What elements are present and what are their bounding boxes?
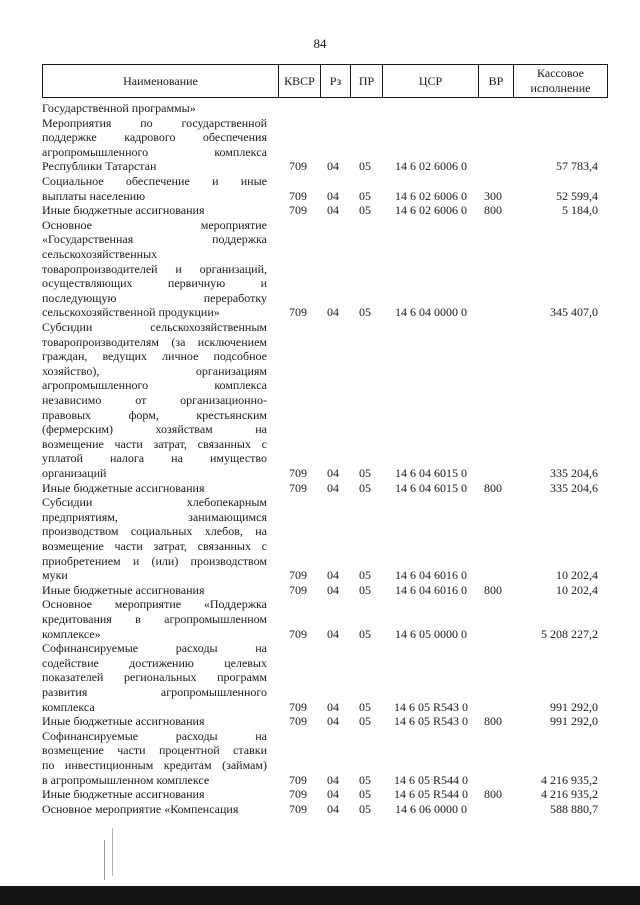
row-name-line: Иные бюджетные ассигнования (42, 203, 205, 218)
row-name (42, 218, 267, 320)
row-pr: 05 (359, 787, 371, 802)
header-kvsr: КВСР (278, 65, 320, 97)
row-csr: 14 6 04 6015 0 (395, 480, 467, 495)
table-row (0, 787, 640, 802)
row-amount: 335 204,6 (550, 466, 598, 480)
row-name-line: приобретением и (или) производством (42, 553, 267, 568)
table-row (0, 174, 640, 203)
row-name-line: организаций (42, 465, 107, 480)
row-name-line: возмещение части процентной ставки (42, 743, 267, 758)
row-rz: 04 (327, 480, 339, 495)
row-name-line: агропромышленного комплекса (42, 378, 267, 393)
page-number: 84 (313, 36, 327, 51)
row-rz: 04 (327, 466, 339, 480)
row-kvsr: 709 (289, 787, 307, 802)
row-name-line: «Государственная поддержка (42, 232, 267, 247)
table-row (0, 729, 640, 787)
row-name-line: товаропроизводителей и организаций, (42, 261, 267, 276)
header-amount: Кассовое исполнение (513, 65, 607, 97)
row-rz: 04 (327, 188, 339, 203)
row-csr: 14 6 04 6016 0 (395, 568, 467, 583)
row-name-line: по инвестиционным кредитам (займам) (42, 757, 267, 772)
table-row (0, 641, 640, 714)
row-pr: 05 (359, 801, 371, 816)
row-name-line: Республики Татарстан (42, 159, 157, 174)
row-name-line: Основное мероприятие «Поддержка (42, 597, 267, 612)
row-name-line: поддержке кадрового обеспечения (42, 130, 267, 145)
row-csr: 14 6 02 6006 0 (395, 159, 467, 174)
row-name (42, 101, 267, 116)
row-name (42, 495, 267, 583)
row-kvsr: 709 (289, 772, 307, 787)
row-kvsr: 709 (289, 801, 307, 816)
row-name-line: Иные бюджетные ассигнования (42, 714, 205, 729)
row-amount: 4 216 935,2 (541, 787, 598, 802)
row-name-line: независимо от организационно- (42, 392, 267, 407)
row-amount: 10 202,4 (556, 582, 598, 597)
row-name (42, 729, 267, 787)
row-rz: 04 (327, 305, 339, 320)
row-csr: 14 6 04 6016 0 (395, 582, 467, 597)
row-kvsr: 709 (289, 582, 307, 597)
table-row (0, 802, 640, 817)
row-name-line: Иные бюджетные ассигнования (42, 582, 205, 597)
row-amount: 52 599,4 (556, 188, 598, 203)
row-name-line: кредитования в агропромышленном (42, 611, 267, 626)
row-pr: 05 (359, 203, 371, 218)
row-name-line: сельскохозяйственных (42, 246, 158, 261)
row-kvsr: 709 (289, 480, 307, 495)
row-amount: 345 407,0 (550, 305, 598, 320)
row-name-line: товаропроизводителям (за исключением (42, 334, 267, 349)
row-amount: 57 783,4 (556, 159, 598, 174)
row-rz: 04 (327, 699, 339, 714)
row-name (42, 203, 267, 218)
row-name-line: Государственной программы» (42, 101, 196, 115)
table-row (0, 203, 640, 218)
row-name (42, 597, 267, 641)
row-vr: 800 (484, 787, 502, 802)
row-kvsr: 709 (289, 305, 307, 320)
table-row (0, 583, 640, 598)
row-vr: 300 (484, 188, 502, 203)
row-rz: 04 (327, 787, 339, 802)
row-name (42, 787, 267, 802)
row-name-line: показателей региональных программ (42, 670, 267, 685)
row-name-line: сельскохозяйственной продукции» (42, 305, 220, 320)
row-name-line: комплексе» (42, 626, 101, 641)
row-name-line: Иные бюджетные ассигнования (42, 787, 205, 802)
row-csr: 14 6 02 6006 0 (395, 203, 467, 218)
row-csr: 14 6 05 R543 0 (393, 714, 468, 729)
row-name-line: Основное мероприятие (42, 217, 267, 232)
row-pr: 05 (359, 480, 371, 495)
header-vr: ВР (478, 65, 513, 97)
row-rz: 04 (327, 714, 339, 729)
table-row (0, 495, 640, 583)
row-vr: 800 (484, 582, 502, 597)
row-kvsr: 709 (289, 626, 307, 641)
row-name-line: граждан, ведущих личное подсобное (42, 349, 267, 364)
row-name-line: развития агропромышленного (42, 684, 267, 699)
row-kvsr: 709 (289, 188, 307, 203)
row-name-line: Иные бюджетные ассигнования (42, 480, 205, 495)
row-name-line: хозяйство), организациям (42, 363, 267, 378)
header-csr: ЦСР (382, 65, 478, 97)
row-name-line: возмещение части затрат, связанных с (42, 436, 267, 451)
table-row (0, 116, 640, 174)
table-row (0, 218, 640, 320)
table-row (0, 101, 640, 116)
row-csr: 14 6 05 R544 0 (393, 772, 468, 787)
row-name-line: Софинансируемые расходы на (42, 641, 267, 656)
table-header (42, 64, 608, 98)
row-name-line: предприятиям, занимающимся (42, 509, 267, 524)
row-name (42, 174, 267, 203)
row-rz: 04 (327, 203, 339, 218)
row-name-line: Социальное обеспечение и иные (42, 174, 267, 188)
row-name-line: комплекса (42, 699, 95, 714)
row-amount: 4 216 935,2 (541, 772, 598, 787)
table-row (0, 320, 640, 481)
row-name-line: Мероприятия по государственной (42, 115, 267, 130)
row-pr: 05 (359, 626, 371, 641)
row-name-line: правовых форм, крестьянским (42, 407, 267, 422)
row-csr: 14 6 02 6006 0 (395, 188, 467, 203)
row-csr: 14 6 05 R544 0 (393, 787, 468, 802)
row-pr: 05 (359, 568, 371, 583)
row-name (42, 116, 267, 174)
row-name (42, 320, 267, 481)
row-amount: 991 292,0 (550, 699, 598, 714)
row-csr: 14 6 04 6015 0 (395, 466, 467, 480)
row-csr: 14 6 06 0000 0 (395, 801, 467, 816)
row-name-line: (фермерским) хозяйствам на (42, 422, 267, 437)
row-name (42, 641, 267, 714)
table-row (0, 481, 640, 496)
row-name-line: возмещение части затрат, связанных с (42, 538, 267, 553)
row-name (42, 481, 267, 496)
row-name-line: Субсидии хлебопекарным (42, 495, 267, 510)
row-pr: 05 (359, 582, 371, 597)
row-rz: 04 (327, 626, 339, 641)
scan-artifact-line (112, 828, 113, 876)
row-pr: 05 (359, 466, 371, 480)
row-pr: 05 (359, 772, 371, 787)
row-name-line: Основное мероприятие «Компенсация (42, 801, 239, 816)
row-rz: 04 (327, 568, 339, 583)
row-pr: 05 (359, 699, 371, 714)
row-pr: 05 (359, 159, 371, 174)
table-row (0, 714, 640, 729)
row-kvsr: 709 (289, 159, 307, 174)
row-amount: 5 184,0 (562, 203, 598, 218)
scan-bottom-band (0, 886, 640, 905)
row-name (42, 714, 267, 729)
row-pr: 05 (359, 188, 371, 203)
row-rz: 04 (327, 801, 339, 816)
row-csr: 14 6 05 R543 0 (393, 699, 468, 714)
row-name (42, 583, 267, 598)
row-amount: 991 292,0 (550, 714, 598, 729)
row-name-line: выплаты населению (42, 188, 146, 203)
scan-artifact-line (104, 840, 105, 880)
row-csr: 14 6 05 0000 0 (395, 626, 467, 641)
row-kvsr: 709 (289, 699, 307, 714)
row-amount: 335 204,6 (550, 480, 598, 495)
row-name (42, 802, 267, 817)
table-row (0, 597, 640, 641)
row-amount: 588 880,7 (550, 801, 598, 816)
row-kvsr: 709 (289, 714, 307, 729)
row-name-line: муки (42, 568, 68, 583)
row-name-line: агропромышленного комплекса (42, 144, 267, 159)
row-rz: 04 (327, 582, 339, 597)
header-pr: ПР (350, 65, 382, 97)
row-vr: 800 (484, 480, 502, 495)
row-name-line: Софинансируемые расходы на (42, 728, 267, 743)
row-amount: 5 208 227,2 (541, 626, 598, 641)
row-vr: 800 (484, 203, 502, 218)
header-name: Наименование (123, 73, 198, 88)
row-rz: 04 (327, 159, 339, 174)
row-name-line: производством социальных хлебов, на (42, 524, 267, 539)
row-name-line: уплатой налога на имущество (42, 451, 267, 466)
row-name-line: Субсидии сельскохозяйственным (42, 320, 267, 334)
row-name-line: осуществляющих первичную и (42, 276, 267, 291)
row-kvsr: 709 (289, 203, 307, 218)
header-rz: Рз (320, 65, 350, 97)
row-vr: 800 (484, 714, 502, 729)
row-name-line: в агропромышленном комплексе (42, 772, 210, 787)
row-csr: 14 6 04 0000 0 (395, 305, 467, 320)
row-name-line: последующую переработку (42, 290, 267, 305)
row-name-line: содействие достижению целевых (42, 655, 267, 670)
row-pr: 05 (359, 305, 371, 320)
row-rz: 04 (327, 772, 339, 787)
row-kvsr: 709 (289, 568, 307, 583)
row-amount: 10 202,4 (556, 568, 598, 583)
row-kvsr: 709 (289, 466, 307, 480)
row-pr: 05 (359, 714, 371, 729)
